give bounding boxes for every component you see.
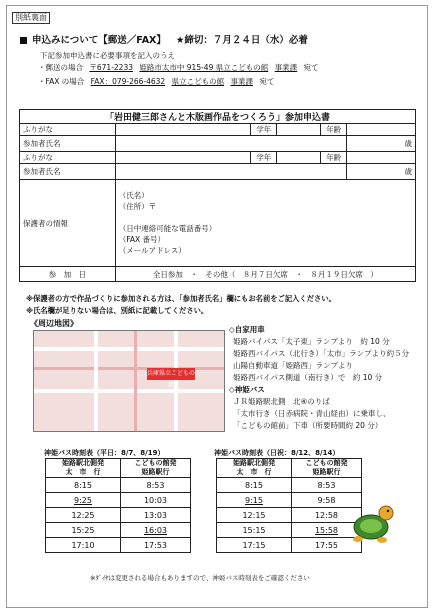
bus-line-2: 「太市行き（日赤病院・青山経由）に乗車し、	[233, 409, 391, 418]
intro-text: 下記参加申込書に必要事項を記入のうえ	[40, 51, 175, 60]
car-line-3: 山陽自動車道「姫路西」ランプより	[233, 361, 353, 370]
age-label-1: 年齢	[321, 124, 347, 136]
page-tag: 別紙裏面	[12, 12, 50, 24]
participant-field-1[interactable]	[115, 136, 346, 152]
furigana-field-1[interactable]	[115, 124, 251, 136]
application-heading: 申込みについて【郵送／FAX】 ★締切：７月２４日（水）必着	[20, 32, 308, 46]
bus-line-3: 「こどもの館前」下車（所要時間約 20 分）	[233, 421, 383, 430]
mail-line: ・郵送の場合 〒671-2233 姫路市太市中 915-49 県立こどもの館 事業課 宛て	[38, 63, 319, 72]
area-map	[33, 330, 225, 432]
timetable-weekday: 姫路駅北側発 太 市 行 こどもの館発 姫路駅行 8:15 8:53 9:25 10:03 12:25 13:03 15:25 16:03 17:10 17:53	[45, 458, 191, 553]
deadline: ★締切：７月２４日（水）必着	[175, 35, 308, 46]
fax-line: ・FAX の場合 FAX：079-266-4632 県立こどもの館 事業課 宛て	[38, 77, 275, 86]
destination-marker: 兵庫県立こどもの館	[147, 370, 196, 389]
footer-note: ※ﾀﾞｲﾔは変更される場合もありますので、神姫バス時刻表をご確認ください	[90, 574, 310, 582]
participant-label-1: 参加者氏名	[20, 136, 116, 152]
age-unit-1: 歳	[347, 136, 416, 152]
attend-options[interactable]: 全日参加 ・ その他（ ８月７日欠席 ・ ８月１９日欠席 ）	[115, 267, 415, 282]
bus-line-1: ＪＲ姫路駅北側 北④のりば	[233, 397, 330, 406]
timetable-holiday-title: 神姫バス時刻表（日祝：8/12、8/14）	[214, 449, 340, 457]
car-title: ◇自家用車	[229, 325, 265, 334]
car-line-2: 姫路西バイパス（北行き）「太市」ランプより約５分	[233, 349, 410, 358]
attend-label: 参 加 日	[20, 267, 116, 282]
timetable-holiday: 姫路駅北側発 太 市 行 こどもの館発 姫路駅行 8:15 8:53 9:15 9:58 12:15 12:58 15:15 15:58 17:15 17:55	[216, 458, 362, 553]
note-extra-sheet: ※氏名欄が足りない場合は、別紙に記載してください。	[26, 306, 209, 315]
furigana-field-2[interactable]	[115, 152, 251, 164]
furigana-label-2: ふりがな	[20, 152, 116, 164]
square-bullet-icon	[20, 37, 27, 44]
car-line-4: 姫路西バイパス側道（南行き）で 約 10 分	[233, 373, 383, 382]
map-title: 《周辺地図》	[30, 319, 78, 328]
furigana-label-1: ふりがな	[20, 124, 116, 136]
turtle-mascot-icon	[346, 497, 396, 547]
age-label-2: 年齢	[321, 152, 347, 164]
grade-label-2: 学年	[251, 152, 277, 164]
guardian-field[interactable]: （氏名） （住所）〒 （日中連絡可能な電話番号） （FAX 番号） （メールアドレス）	[115, 180, 415, 267]
grade-field-2[interactable]	[277, 152, 321, 164]
age-field-1[interactable]	[347, 124, 416, 136]
application-form	[19, 109, 416, 282]
participant-field-2[interactable]	[115, 164, 346, 180]
participant-label-2: 参加者氏名	[20, 164, 116, 180]
age-field-2[interactable]	[347, 152, 416, 164]
car-line-1: 姫路バイパス「太子東」ランプより 約 10 分	[233, 337, 390, 346]
grade-label-1: 学年	[251, 124, 277, 136]
form-title: 「岩田健三郎さんと木版画作品をつくろう」参加申込書	[20, 110, 416, 124]
bus-title: ◇神姫バス	[229, 385, 265, 394]
guardian-label: 保護者の情報	[20, 180, 116, 267]
timetable-weekday-title: 神姫バス時刻表（平日：8/7、8/19）	[44, 449, 165, 457]
note-guardian: ※保護者の方で作品づくりに参加される方は、「参加者氏名」欄にもお名前をご記入ください。	[26, 294, 336, 303]
age-unit-2: 歳	[347, 164, 416, 180]
grade-field-1[interactable]	[277, 124, 321, 136]
